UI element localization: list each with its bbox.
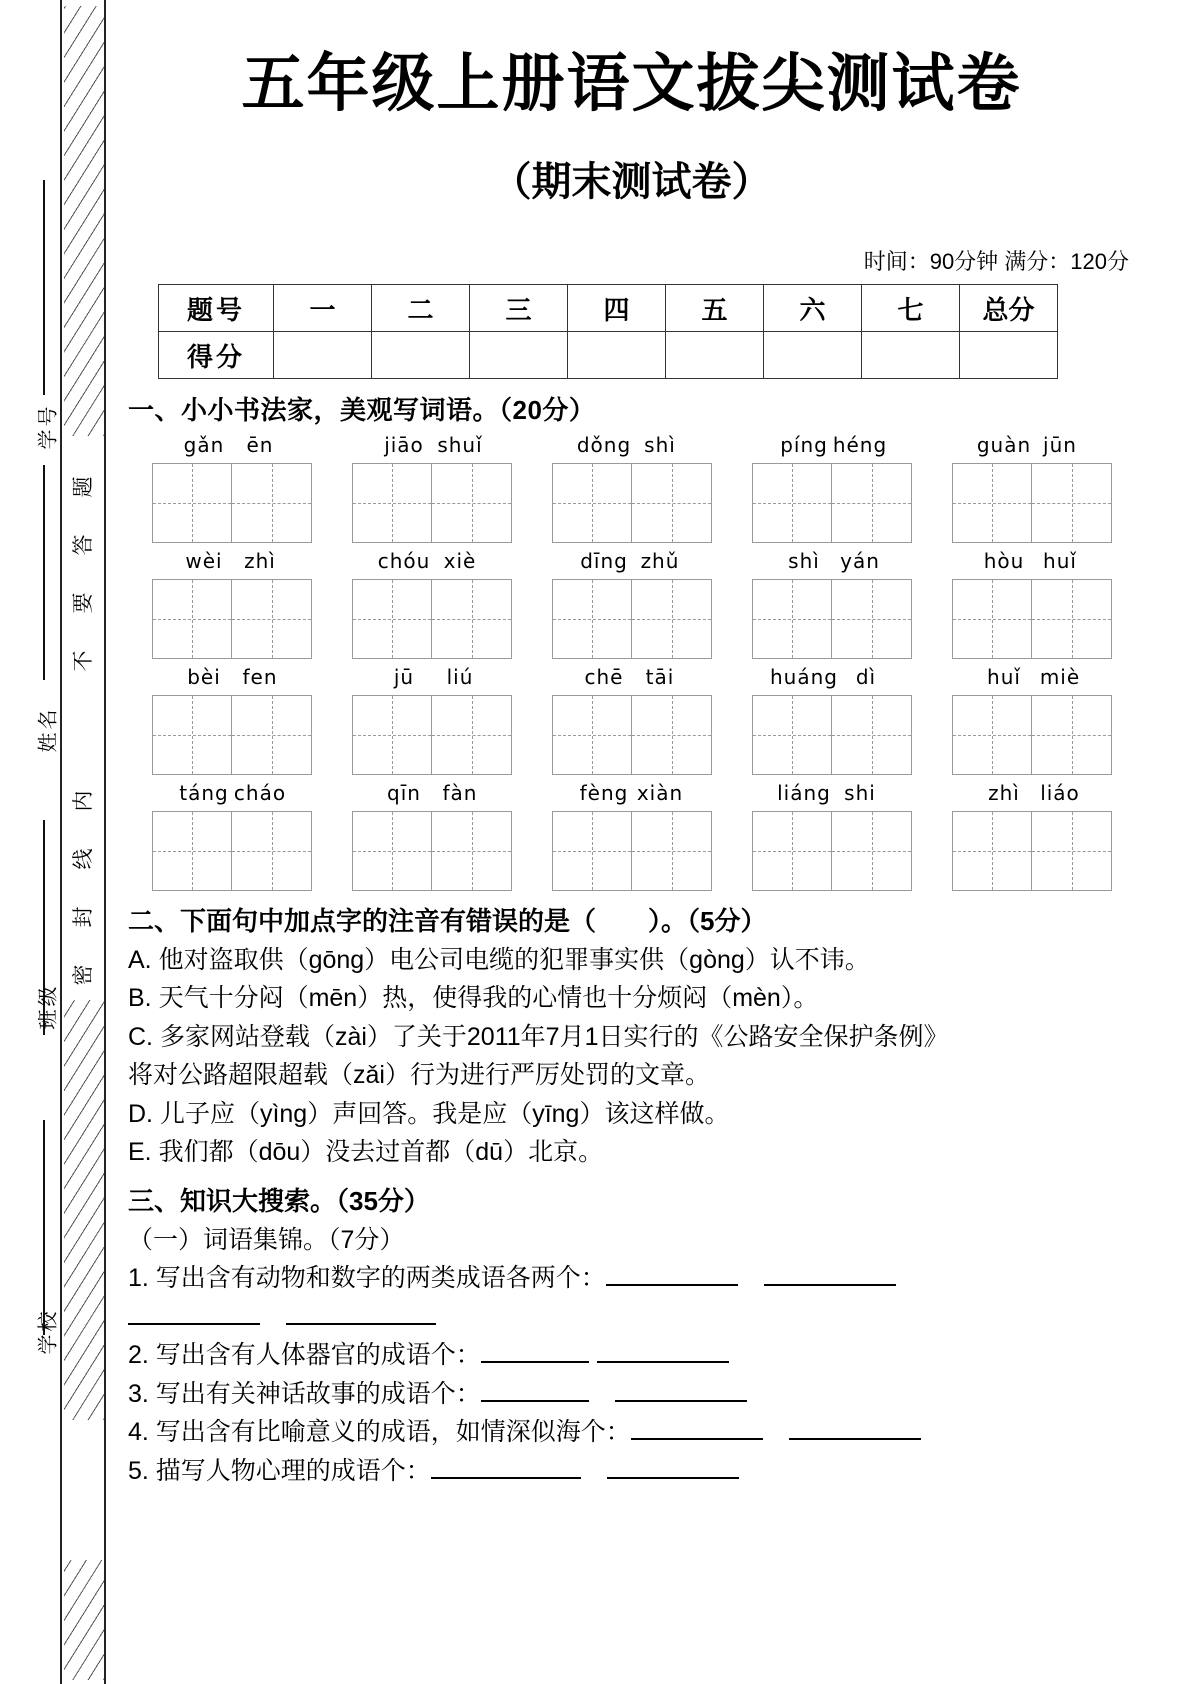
score-row-label-1: 得分	[159, 332, 274, 379]
pinyin-label	[132, 781, 332, 807]
seal-sidebar	[0, 0, 112, 1684]
pinyin-syllable: zhǔ	[640, 549, 680, 573]
tianzige-cell[interactable]	[1032, 695, 1112, 775]
tianzige-grid[interactable]	[352, 695, 512, 775]
tianzige-cell[interactable]	[152, 579, 232, 659]
tianzige-cell[interactable]	[432, 811, 512, 891]
section-three-subheading: （一）词语集锦。（7分）	[128, 1225, 405, 1254]
pinyin-syllable: dǒng	[576, 433, 632, 457]
score-cell-5[interactable]	[764, 332, 862, 379]
pinyin-label	[132, 433, 332, 459]
tianzige-grid[interactable]	[752, 463, 912, 543]
word-entry	[732, 433, 932, 543]
pinyin-syllable: shuǐ	[437, 433, 483, 457]
score-col-header-1: 二	[372, 285, 470, 332]
page-title: 五年级上册语文拔尖测试卷	[241, 49, 1022, 119]
tianzige-cell[interactable]	[552, 579, 632, 659]
tianzige-grid[interactable]	[952, 463, 1112, 543]
tianzige-grid[interactable]	[952, 579, 1112, 659]
question-3-4-text: 4. 写出含有比喻意义的成语，如情深似海个：	[128, 1418, 631, 1447]
seal-char-5: 线	[71, 848, 95, 870]
pinyin-syllable: shì	[788, 549, 820, 573]
tianzige-cell[interactable]	[832, 811, 912, 891]
pinyin-syllable: qīn	[387, 781, 421, 805]
pinyin-syllable: gǎn	[183, 433, 225, 457]
pinyin-label	[732, 433, 932, 459]
word-entry	[932, 665, 1132, 775]
tianzige-cell[interactable]	[952, 579, 1032, 659]
word-entry	[332, 433, 532, 543]
pinyin-syllable: liáng	[777, 781, 831, 805]
pinyin-label	[932, 433, 1132, 459]
question-3-5-text: 5. 描写人物心理的成语个：	[128, 1456, 431, 1485]
tianzige-cell[interactable]	[632, 811, 712, 891]
answer-blank-3-1-a[interactable]	[606, 1284, 738, 1286]
tianzige-cell[interactable]	[552, 463, 632, 543]
tianzige-cell[interactable]	[352, 695, 432, 775]
seal-char-6: 封	[71, 906, 95, 928]
word-entry	[532, 665, 732, 775]
score-col-header-0: 一	[274, 285, 372, 332]
pinyin-syllable: héng	[832, 433, 888, 457]
tianzige-cell[interactable]	[952, 811, 1032, 891]
question-3-1-text: 1. 写出含有动物和数字的两类成语各两个：	[128, 1264, 606, 1293]
word-entry	[932, 549, 1132, 659]
tianzige-grid[interactable]	[352, 811, 512, 891]
option-c-cont: 将对公路超限超载（zǎi）行为进行严厉处罚的文章。	[128, 1061, 710, 1090]
pinyin-syllable: cháo	[233, 781, 287, 805]
tianzige-grid[interactable]	[352, 463, 512, 543]
tianzige-cell[interactable]	[232, 579, 312, 659]
score-col-header-3: 四	[568, 285, 666, 332]
word-entry	[132, 433, 332, 543]
score-cell-7[interactable]	[960, 332, 1058, 379]
tianzige-grid[interactable]	[152, 695, 312, 775]
seal-char-4: 内	[71, 790, 95, 812]
question-3-3	[128, 1377, 1191, 1413]
answer-blank-3-5-b[interactable]	[607, 1477, 739, 1479]
score-col-header-5: 六	[764, 285, 862, 332]
pinyin-label	[332, 665, 532, 691]
score-col-header-7: 总分	[960, 285, 1058, 332]
pinyin-label	[532, 781, 732, 807]
section-three-heading: 三、知识大搜索。（35分）	[128, 1185, 430, 1216]
pinyin-label	[332, 433, 532, 459]
pinyin-syllable: hòu	[983, 549, 1025, 573]
pinyin-syllable: liáo	[1040, 781, 1080, 805]
pinyin-syllable: fàn	[442, 781, 478, 805]
tianzige-grid[interactable]	[752, 695, 912, 775]
pinyin-syllable: shi	[844, 781, 876, 805]
hatch-pattern-top	[64, 6, 104, 436]
answer-blank-3-1-d[interactable]	[286, 1323, 436, 1325]
pinyin-label	[332, 549, 532, 575]
section-one-heading: 一、小小书法家，美观写词语。（20分）	[128, 395, 596, 425]
tianzige-cell[interactable]	[352, 579, 432, 659]
tianzige-grid[interactable]	[152, 579, 312, 659]
score-cell-6[interactable]	[862, 332, 960, 379]
pinyin-label	[732, 781, 932, 807]
word-grid-row	[132, 433, 1132, 543]
score-cell-3[interactable]	[568, 332, 666, 379]
tianzige-grid[interactable]	[552, 695, 712, 775]
hatch-pattern-bottom	[64, 1560, 104, 1680]
tianzige-grid[interactable]	[752, 579, 912, 659]
word-entry	[132, 665, 332, 775]
pinyin-label	[132, 549, 332, 575]
pinyin-syllable: huǐ	[1043, 549, 1077, 573]
score-cell-0[interactable]	[274, 332, 372, 379]
word-entry	[932, 433, 1132, 543]
tianzige-cell[interactable]	[552, 811, 632, 891]
tianzige-cell[interactable]	[232, 695, 312, 775]
seal-char-2: 要	[71, 592, 95, 614]
tianzige-cell[interactable]	[432, 463, 512, 543]
pinyin-label	[132, 665, 332, 691]
field-label-xuexiao: 学校	[37, 1308, 60, 1355]
seal-char-1: 答	[71, 534, 95, 556]
page-subtitle: （期末测试卷）	[491, 160, 772, 204]
score-col-header-6: 七	[862, 285, 960, 332]
tianzige-cell[interactable]	[432, 579, 512, 659]
option-b: B. 天气十分闷（mēn）热，使得我的心情也十分烦闷（mèn）。	[128, 984, 819, 1013]
option-e: E. 我们都（dōu）没去过首都（dū）北京。	[128, 1138, 604, 1167]
pinyin-syllable: zhì	[988, 781, 1020, 805]
tianzige-cell[interactable]	[152, 695, 232, 775]
pinyin-syllable: yán	[840, 549, 880, 573]
tianzige-grid[interactable]	[952, 695, 1112, 775]
pinyin-syllable: táng	[179, 781, 229, 805]
tianzige-grid[interactable]	[552, 463, 712, 543]
tianzige-cell[interactable]	[632, 579, 712, 659]
pinyin-syllable: huáng	[770, 665, 838, 689]
word-entry	[332, 781, 532, 891]
pinyin-label	[932, 781, 1132, 807]
tianzige-cell[interactable]	[232, 463, 312, 543]
tianzige-cell[interactable]	[752, 463, 832, 543]
seal-char-3: 不	[71, 650, 95, 672]
exam-meta-info: 时间：90分钟 满分：120分	[863, 249, 1129, 274]
option-a: A. 他对盗取供（gōng）电公司电缆的犯罪事实供（gòng）认不讳。	[128, 945, 870, 974]
tianzige-cell[interactable]	[832, 579, 912, 659]
question-3-1-wrap	[128, 1300, 1191, 1336]
tianzige-cell[interactable]	[752, 579, 832, 659]
word-grid-row	[132, 549, 1132, 659]
tianzige-cell[interactable]	[152, 811, 232, 891]
pinyin-syllable: bèi	[187, 665, 221, 689]
answer-blank-3-2-b[interactable]	[597, 1361, 729, 1363]
score-cell-1[interactable]	[372, 332, 470, 379]
pinyin-syllable: píng	[780, 433, 828, 457]
word-entry	[732, 781, 932, 891]
answer-blank-3-3-b[interactable]	[615, 1400, 747, 1402]
tianzige-grid[interactable]	[352, 579, 512, 659]
section-two-heading: 二、下面句中加点字的注音有错误的是（ ）。（5分）	[128, 906, 767, 936]
option-d: D. 儿子应（yìng）声回答。我是应（yīng）该这样做。	[128, 1099, 730, 1128]
answer-blank-3-2-a[interactable]	[481, 1361, 589, 1363]
pinyin-syllable: huǐ	[987, 665, 1021, 689]
answer-blank-3-3-a[interactable]	[481, 1400, 589, 1402]
option-c: C. 多家网站登载（zài）了关于2011年7月1日实行的《公路安全保护条例》	[128, 1022, 949, 1051]
pinyin-label	[932, 549, 1132, 575]
tianzige-cell[interactable]	[1032, 463, 1112, 543]
tianzige-grid[interactable]	[152, 463, 312, 543]
pinyin-syllable: ēn	[246, 433, 274, 457]
word-grid-row	[132, 665, 1132, 775]
pinyin-label	[732, 665, 932, 691]
pinyin-syllable: wèi	[185, 549, 223, 573]
seal-char-0: 题	[71, 476, 95, 498]
tianzige-cell[interactable]	[632, 463, 712, 543]
tianzige-cell[interactable]	[752, 695, 832, 775]
answer-blank-3-5-a[interactable]	[431, 1477, 581, 1479]
tianzige-cell[interactable]	[1032, 579, 1112, 659]
word-grid-row	[132, 781, 1132, 891]
pinyin-label	[332, 781, 532, 807]
tianzige-cell[interactable]	[1032, 811, 1112, 891]
score-col-header-2: 三	[470, 285, 568, 332]
pinyin-syllable: xiè	[443, 549, 477, 573]
tianzige-grid[interactable]	[552, 811, 712, 891]
word-entry	[732, 549, 932, 659]
pinyin-syllable: shì	[644, 433, 676, 457]
word-entry	[132, 549, 332, 659]
table-row	[159, 285, 1058, 332]
answer-blank-3-1-c[interactable]	[128, 1323, 260, 1325]
word-entry	[132, 781, 332, 891]
table-row	[159, 332, 1058, 379]
pinyin-label	[732, 549, 932, 575]
pinyin-syllable: guàn	[976, 433, 1032, 457]
field-label-xingming: 姓名	[37, 706, 60, 753]
pinyin-syllable: chóu	[377, 549, 431, 573]
seal-char-7: 密	[71, 964, 95, 986]
pinyin-syllable: jūn	[1043, 433, 1077, 457]
word-entry	[332, 665, 532, 775]
word-entry	[732, 665, 932, 775]
field-label-banji: 班级	[37, 983, 60, 1030]
tianzige-cell[interactable]	[832, 463, 912, 543]
score-cell-4[interactable]	[666, 332, 764, 379]
pinyin-label	[532, 549, 732, 575]
pinyin-syllable: jiāo	[384, 433, 424, 457]
pinyin-syllable: chē	[584, 665, 624, 689]
tianzige-cell[interactable]	[352, 463, 432, 543]
tianzige-cell[interactable]	[832, 695, 912, 775]
tianzige-cell[interactable]	[552, 695, 632, 775]
question-3-2	[128, 1338, 1191, 1374]
tianzige-cell[interactable]	[432, 695, 512, 775]
word-entry	[532, 433, 732, 543]
score-col-header-4: 五	[666, 285, 764, 332]
tianzige-cell[interactable]	[232, 811, 312, 891]
word-entry	[532, 781, 732, 891]
pinyin-label	[532, 433, 732, 459]
score-row-label-0: 题号	[159, 285, 274, 332]
pinyin-syllable: zhì	[244, 549, 276, 573]
score-cell-2[interactable]	[470, 332, 568, 379]
question-3-4	[128, 1415, 1191, 1451]
field-rule-xingming	[43, 465, 45, 680]
pinyin-syllable: dīng	[580, 549, 628, 573]
pinyin-syllable: dì	[855, 665, 877, 689]
pinyin-syllable: miè	[1039, 665, 1081, 689]
tianzige-cell[interactable]	[952, 463, 1032, 543]
tianzige-cell[interactable]	[352, 811, 432, 891]
field-label-xuehao: 学号	[37, 403, 60, 450]
question-3-1	[128, 1261, 1191, 1297]
tianzige-grid[interactable]	[552, 579, 712, 659]
score-table	[158, 284, 1058, 379]
answer-blank-3-4-b[interactable]	[789, 1438, 921, 1440]
answer-blank-3-4-a[interactable]	[631, 1438, 763, 1440]
writing-grid-block	[112, 433, 1191, 891]
tianzige-grid[interactable]	[152, 811, 312, 891]
question-3-2-text: 2. 写出含有人体器官的成语个：	[128, 1341, 481, 1370]
pinyin-syllable: tāi	[645, 665, 675, 689]
tianzige-grid[interactable]	[752, 811, 912, 891]
word-entry	[932, 781, 1132, 891]
tianzige-cell[interactable]	[952, 695, 1032, 775]
word-entry	[532, 549, 732, 659]
exam-sheet	[112, 0, 1191, 1684]
pinyin-label	[532, 665, 732, 691]
pinyin-syllable: fèng	[579, 781, 629, 805]
word-entry	[332, 549, 532, 659]
tianzige-cell[interactable]	[632, 695, 712, 775]
hatch-pattern-middle	[64, 1000, 104, 1420]
pinyin-syllable: jū	[393, 665, 415, 689]
pinyin-syllable: liú	[446, 665, 474, 689]
question-3-5	[128, 1454, 1191, 1490]
tianzige-cell[interactable]	[752, 811, 832, 891]
answer-blank-3-1-b[interactable]	[764, 1284, 896, 1286]
question-3-3-text: 3. 写出有关神话故事的成语个：	[128, 1379, 481, 1408]
pinyin-syllable: fen	[242, 665, 278, 689]
pinyin-label	[932, 665, 1132, 691]
pinyin-syllable: xiàn	[636, 781, 684, 805]
tianzige-cell[interactable]	[152, 463, 232, 543]
tianzige-grid[interactable]	[952, 811, 1112, 891]
